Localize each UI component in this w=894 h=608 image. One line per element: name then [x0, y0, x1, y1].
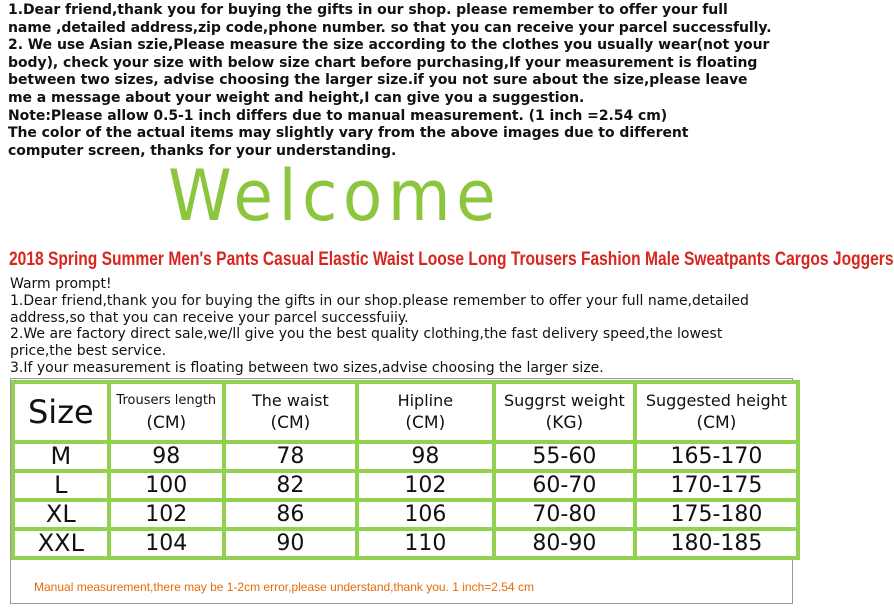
size-chart-header-row	[15, 384, 796, 440]
waist-cell: 86	[226, 502, 355, 527]
height-header	[637, 384, 796, 440]
warm-prompt-line: address,so that you can receive your parcel successfuiiy.	[10, 309, 409, 326]
header-unit: (KG)	[545, 413, 584, 433]
waist-cell: 78	[226, 444, 355, 469]
header-label: Hipline	[397, 391, 454, 410]
hipline-cell: 98	[359, 444, 492, 469]
header-label: Suggrst weight	[503, 391, 625, 410]
top-note-line: 1.Dear friend,thank you for buying the gifts in our shop. please remember to offer your full	[8, 2, 728, 18]
welcome-heading: Welcome	[168, 155, 502, 237]
trousers-length-header	[111, 384, 222, 440]
weight-header	[496, 384, 633, 440]
warm-prompt-line: 3.If your measurement is floating between two sizes,advise choosing the larger size.	[10, 359, 604, 376]
header-label: The waist	[251, 391, 329, 410]
trousers-length-cell: 100	[111, 473, 222, 498]
size-column-header: Size	[15, 384, 107, 440]
table-row	[15, 444, 796, 469]
top-note-line: between two sizes, advise choosing the larger size.if you not sure about the size,please leave	[8, 72, 748, 89]
hipline-header	[359, 384, 492, 440]
top-note-line: body), check your size with below size chart before purchasing,If your measurement is floating	[8, 54, 758, 71]
header-unit: (CM)	[270, 413, 311, 433]
size-cell: M	[15, 444, 107, 469]
table-row	[15, 473, 796, 498]
hipline-cell: 110	[359, 531, 492, 556]
table-row	[15, 531, 796, 556]
top-note-line: name ,detailed address,zip code,phone number. so that you can receive your parcel successfully.	[8, 19, 772, 36]
warm-prompt-line: 1.Dear friend,thank you for buying the gifts in our shop.please remember to offer your full name,detailed	[10, 292, 749, 309]
warm-prompt-line: price,the best service.	[10, 343, 167, 360]
header-unit: (CM)	[696, 413, 737, 433]
top-note-line: computer screen, thanks for your understanding.	[8, 142, 397, 159]
top-note-line: 2. We use Asian szie,Please measure the size according to the clothes you usually wear(not your	[8, 37, 770, 54]
warm-prompt-line: Warm prompt!	[10, 276, 112, 292]
top-note-line: me a message about your weight and height,I can give you a suggestion.	[8, 89, 585, 106]
header-label: Trousers length	[116, 393, 217, 408]
size-cell: L	[15, 473, 107, 498]
top-note-line: The color of the actual items may slightly vary from the above images due to different	[8, 125, 689, 142]
size-cell: XXL	[15, 531, 107, 556]
header-label: Suggested height	[645, 391, 788, 410]
height-cell: 180-185	[637, 531, 796, 556]
warm-prompt-line: 2.We are factory direct sale,we/ll give you the best quality clothing,the fast delivery speed,the lowest	[10, 326, 723, 343]
header-unit: (CM)	[146, 413, 187, 433]
trousers-length-cell: 98	[111, 444, 222, 469]
weight-cell: 80-90	[496, 531, 633, 556]
trousers-length-cell: 102	[111, 502, 222, 527]
waist-cell: 82	[226, 473, 355, 498]
table-row	[15, 502, 796, 527]
measurement-footer-note: Manual measurement,there may be 1-2cm error,please understand,thank you. 1 inch=2.54 cm	[34, 580, 534, 594]
trousers-length-cell: 104	[111, 531, 222, 556]
weight-cell: 55-60	[496, 444, 633, 469]
top-notes	[8, 2, 796, 160]
weight-cell: 60-70	[496, 473, 633, 498]
size-chart-table	[11, 380, 800, 560]
height-cell: 170-175	[637, 473, 796, 498]
weight-cell: 70-80	[496, 502, 633, 527]
waist-cell: 90	[226, 531, 355, 556]
warm-prompt-notes	[10, 276, 800, 377]
top-note-line: Note:Please allow 0.5-1 inch differs due to manual measurement. (1 inch =2.54 cm)	[8, 107, 668, 124]
header-unit: (CM)	[405, 413, 446, 433]
hipline-cell: 106	[359, 502, 492, 527]
size-cell: XL	[15, 502, 107, 527]
waist-header	[226, 384, 355, 440]
product-title: 2018 Spring Summer Men's Pants Casual Elastic Waist Loose Long Trousers Fashion Male Sweatpants Cargos Joggers	[9, 249, 894, 270]
hipline-cell: 102	[359, 473, 492, 498]
height-cell: 175-180	[637, 502, 796, 527]
height-cell: 165-170	[637, 444, 796, 469]
